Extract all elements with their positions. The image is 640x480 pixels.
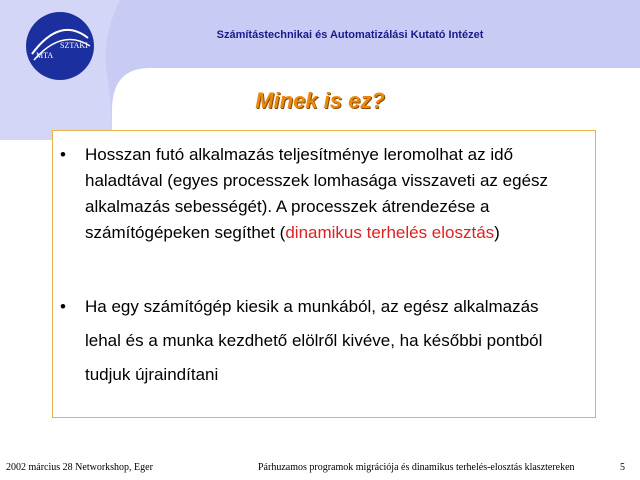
bullet-symbol: • [60, 145, 66, 164]
bullet-1-text-before: Hosszan futó alkalmazás teljesítménye leromolhat az idő haladtával (egyes processzek lomhasága visszaveti az egész alkalmazás sebességét). A processzek átrendezése a számítógépeken segíthet ( [85, 145, 549, 242]
bullet-1-text-after: ) [494, 223, 500, 242]
logo-sztaki-text: SZTAKI [60, 41, 88, 50]
footer-date-event: 2002 március 28 Networkshop, Eger [6, 462, 153, 473]
footer-title: Párhuzamos programok migrációja és dinamikus terhelés-elosztás klasztereken [258, 462, 575, 473]
bullet-1-highlight: dinamikus terhelés elosztás [285, 223, 495, 242]
bullet-text-2: Ha egy számítógép kiesik a munkából, az egész alkalmazás lehal és a munka kezdhető elölről kivéve, ha későbbi pontból tudjuk újraindítani [85, 297, 543, 384]
page-number: 5 [620, 462, 625, 473]
bullet-text-1 [85, 142, 570, 246]
bullet-item-1 [60, 142, 570, 246]
bullet-symbol: • [60, 297, 66, 316]
logo-mta-text: MTA [36, 51, 54, 60]
slide-title: Minek is ez? [255, 88, 385, 113]
institute-name: Számítástechnikai és Automatizálási Kutató Intézet [216, 29, 484, 41]
bullet-item-2 [60, 290, 570, 392]
mta-sztaki-logo [22, 8, 98, 84]
